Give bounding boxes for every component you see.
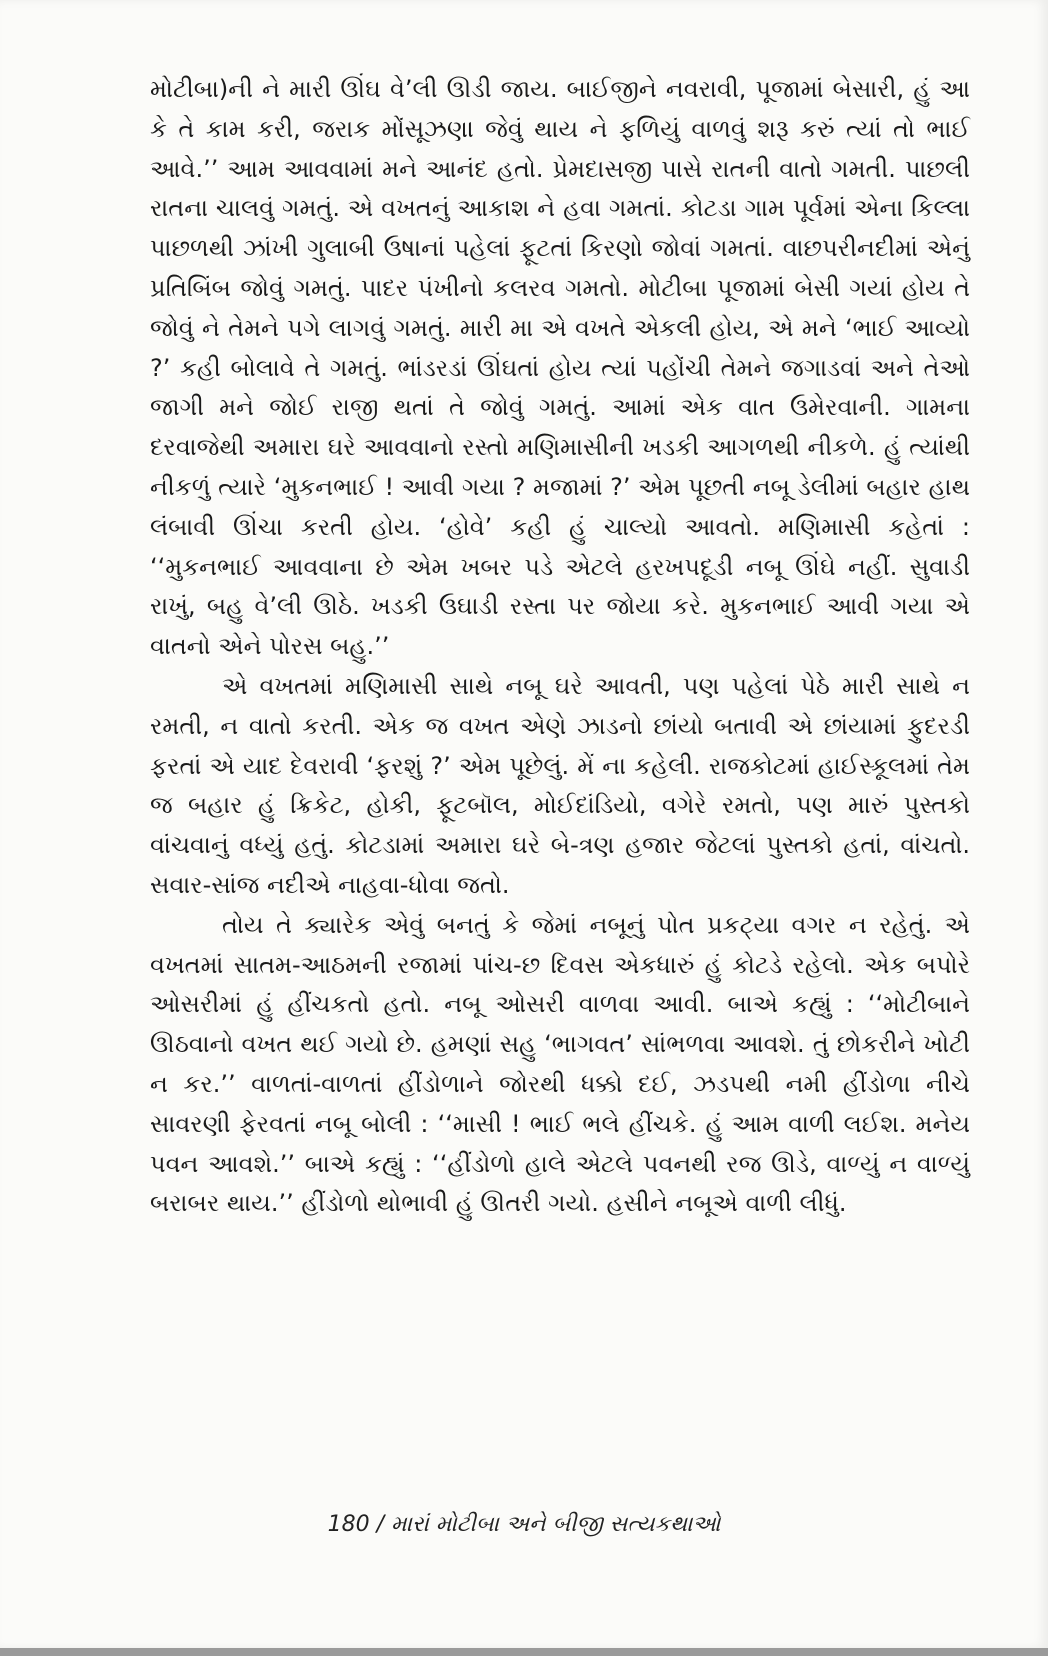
- paragraph-2: એ વખતમાં મણિમાસી સાથે નબૂ ઘરે આવતી, પણ પહેલાં પેઠે મારી સાથે ન રમતી, ન વાતો કરતી. એક જ વખત એણે ઝાડનો છાંયો બતાવી એ છાંયામાં ફુદરડી ફરતાં એ યાદ દેવરાવી ‘ફરશું ?’ એમ પૂછેલું. મેં ના કહેલી. રાજકોટમાં હાઈસ્કૂલમાં તેમ જ બહાર હું ક્રિકેટ, હોકી, ફૂટબૉલ, મોઈદાંડિયો, વગેરે રમતો, પણ મારું પુસ્તકો વાંચવાનું વધ્યું હતું. કોટડામાં અમારા ઘરે બે-ત્રણ હજાર જેટલાં પુસ્તકો હતાં, વાંચતો. સવાર-સાંજ નદીએ નાહવા-ધોવા જતો.: [150, 671, 970, 899]
- page-footer: 180 / મારાં મોટીબા અને બીજી સત્યકથાઓ: [327, 1512, 721, 1537]
- paragraph-3: તોય તે ક્યારેક એવું બનતું કે જેમાં નબૂનું પોત પ્રકટ્યા વગર ન રહેતું. એ વખતમાં સાતમ-આઠમની રજામાં પાંચ-છ દિવસ એકધારું હું કોટડે રહેલો. એક બપોરે ઓસરીમાં હું હીંચકતો હતો. નબૂ ઓસરી વાળવા આવી. બાએ કહ્યું : ‘‘મોટીબાને ઊઠવાનો વખત થઈ ગયો છે. હમણાં સહુ ‘ભાગવત’ સાંભળવા આવશે. તું છોકરીને ખોટી ન કર.’’ વાળતાં-વાળતાં હીંડોળાને જોરથી ધક્કો દઈ, ઝડપથી નમી હીંડોળા નીચે સાવરણી ફેરવતાં નબૂ બોલી : ‘‘માસી ! ભાઈ ભલે હીંચકે. હું આમ વાળી લઈશ. મનેય પવન આવશે.’’ બાએ કહ્યું : ‘‘હીંડોળો હાલે એટલે પવનથી રજ ઊડે, વાળ્યું ન વાળ્યું બરાબર થાય.’’ હીંડોળો થોભાવી હું ઊતરી ગયો. હસીને નબૂએ વાળી લીધું.: [150, 910, 970, 1218]
- body-text: [150, 70, 970, 1224]
- paragraph-1: મોટીબા)ની ને મારી ઊંઘ વે’લી ઊડી જાય. બાઈજીને નવરાવી, પૂજામાં બેસારી, હું આ કે તે કામ કરી, જરાક મોંસૂઝણા જેવું થાય ને ફળિયું વાળવું શરૂ કરું ત્યાં તો ભાઈ આવે.’’ આમ આવવામાં મને આનંદ હતો. પ્રેમદાસજી પાસે રાતની વાતો ગમતી. પાછલી રાતના ચાલવું ગમતું. એ વખતનું આકાશ ને હવા ગમતાં. કોટડા ગામ પૂર્વમાં એના કિલ્લા પાછળથી ઝાંખી ગુલાબી ઉષાનાં પહેલાં ફૂટતાં કિરણો જોવાં ગમતાં. વાછપરીનદીમાં એનું પ્રતિબિંબ જોવું ગમતું. પાદર પંખીનો કલરવ ગમતો. મોટીબા પૂજામાં બેસી ગયાં હોય તે જોવું ને તેમને પગે લાગવું ગમતું. મારી મા એ વખતે એકલી હોય, એ મને ‘ભાઈ આવ્યો ?’ કહી બોલાવે તે ગમતું. ભાંડરડાં ઊંઘતાં હોય ત્યાં પહોંચી તેમને જગાડવાં અને તેઓ જાગી મને જોઈ રાજી થતાં તે જોવું ગમતું. આમાં એક વાત ઉમેરવાની. ગામના દરવાજેથી અમારા ઘરે આવવાનો રસ્તો મણિમાસીની ખડકી આગળથી નીકળે. હું ત્યાંથી નીકળું ત્યારે ‘મુકનભાઈ ! આવી ગયા ? મજામાં ?’ એમ પૂછતી નબૂ ડેલીમાં બહાર હાથ લંબાવી ઊંચા કરતી હોય. ‘હોવે’ કહી હું ચાલ્યો આવતો. મણિમાસી કહેતાં : ‘‘મુકનભાઈ આવવાના છે એમ ખબર પડે એટલે હરખપદૂડી નબૂ ઊંઘે નહીં. સુવાડી રાખું, બહુ વે’લી ઊઠે. ખડકી ઉઘાડી રસ્તા પર જોયા કરે. મુકનભાઈ આવી ગયા એ વાતનો એને પોરસ બહુ.’’: [150, 75, 970, 661]
